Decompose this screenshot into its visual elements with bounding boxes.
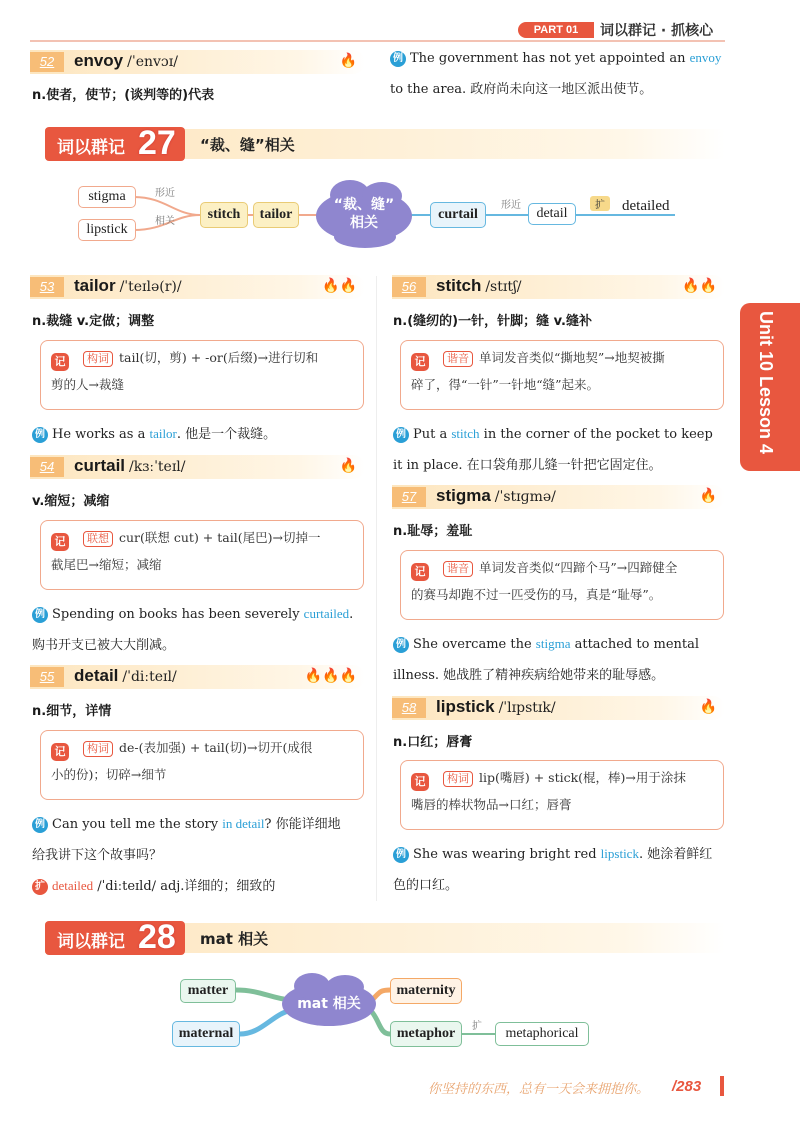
node-tailor: tailor (253, 202, 299, 228)
node-detailed: detailed (622, 198, 670, 214)
memory-icon: 记 (51, 533, 69, 551)
word-ipa: /ˈenvɔɪ/ (127, 54, 178, 70)
group-number: 27 (138, 124, 176, 162)
memory-box: 记 联想 cur(联想 cut) + tail(尾巴)→切掉一 截尾巴→缩短；减缩 (40, 520, 364, 590)
extension-icon: 扩 (32, 879, 48, 895)
group-tag: 词以群记 (45, 127, 185, 161)
word-definition: n.(缝纫的)一针，针脚；缝 v.缝补 (393, 314, 592, 329)
relation-label: 形近 (155, 188, 175, 199)
memory-box: 记 构词 de-(表加强) + tail(切)→切开(成很 小的份)；切碎→细节 (40, 730, 364, 800)
part-badge: PART 01 (518, 22, 594, 38)
word-number: 52 (30, 52, 64, 72)
group-banner-27 (45, 124, 725, 162)
group-title: mat 相关 (200, 930, 269, 948)
example-sentence: 例 Spending on books has been severely curtailed. 购书开支已被大大削减。 (32, 606, 354, 653)
memory-tag: 联想 (83, 531, 113, 547)
page-number: /283 (672, 1078, 702, 1095)
word-number: 54 (30, 457, 64, 477)
side-tab-text: Unit 10 Lesson 4 (756, 311, 776, 455)
word-definition: n.耻辱；羞耻 (393, 524, 473, 539)
memory-box: 记 谐音 单词发音类似“四蹄个马”→四蹄健全 的赛马却跑不过一匹受伤的马，真是“耻辱”。 (400, 550, 724, 620)
memory-icon: 记 (51, 353, 69, 371)
memory-tag: 谐音 (443, 351, 473, 367)
memory-icon: 记 (411, 773, 429, 791)
memory-tag: 构词 (443, 771, 473, 787)
word-ipa: /kɜːˈteɪl/ (129, 459, 186, 475)
word-headword: envoy /ˈenvɔɪ/ (74, 51, 178, 70)
page-header-title: 词以群记 · 抓核心 (600, 23, 714, 39)
node-detail: detail (528, 203, 576, 225)
node-maternity: maternity (390, 978, 462, 1004)
node-stitch: stitch (200, 202, 248, 228)
relation-label: 形近 (501, 200, 521, 211)
example-icon: 例 (390, 51, 406, 67)
topic-cloud-text: “裁、缝” 相关 (333, 197, 395, 231)
group-title: “裁、缝”相关 (200, 136, 295, 154)
node-metaphorical: metaphorical (495, 1022, 589, 1046)
memory-icon: 记 (411, 353, 429, 371)
word-definition: n.细节，详情 (32, 704, 112, 719)
word-ipa: /stɪtʃ/ (485, 279, 522, 295)
node-maternal: maternal (172, 1021, 240, 1047)
memory-icon: 记 (51, 743, 69, 761)
node-curtail: curtail (430, 202, 486, 228)
example-sentence: 例 She overcame the stigma attached to mental illness. 她战胜了精神疾病给她带来的耻辱感。 (393, 636, 700, 683)
word-definition: v.缩短；减缩 (32, 494, 110, 509)
frequency-flame-icon: 🔥 (339, 458, 357, 474)
word-bar-envoy (30, 50, 365, 74)
example-icon: 例 (32, 427, 48, 443)
memory-tag: 构词 (83, 741, 113, 757)
word-definition: n.口红；唇膏 (393, 735, 473, 750)
word-number: 57 (392, 487, 426, 507)
word-headword: stigma /ˈstɪɡmə/ (436, 486, 556, 505)
word-definition: n.使者，使节；(谈判等的)代表 (32, 88, 215, 103)
word-number: 53 (30, 277, 64, 297)
word-number: 55 (30, 667, 64, 687)
word-number: 56 (392, 277, 426, 297)
example-icon: 例 (393, 427, 409, 443)
frequency-flame-icon: 🔥 (699, 488, 717, 504)
word-bar-stitch (392, 275, 725, 299)
node-matter: matter (180, 979, 236, 1003)
example-sentence: 例 He works as a tailor. 他是一个裁缝。 (32, 418, 367, 450)
example-icon: 例 (32, 607, 48, 623)
memory-icon: 记 (411, 563, 429, 581)
example-icon: 例 (393, 847, 409, 863)
memory-box: 记 构词 tail(切，剪) + -or(后缀)→进行切和 剪的人→裁缝 (40, 340, 364, 410)
example-sentence: 例 She was wearing bright red lipstick. 她涂着鲜红 色的口红。 (393, 846, 713, 893)
frequency-flame-icon: 🔥🔥 (682, 278, 717, 294)
footer-quote: 你坚持的东西，总有一天会来拥抱你。 (428, 1082, 650, 1097)
word-headword: detail /ˈdiːteɪl/ (74, 666, 177, 685)
word-headword: curtail /kɜːˈteɪl/ (74, 456, 186, 475)
word-bar-curtail (30, 455, 365, 479)
word-bar-tailor (30, 275, 365, 299)
frequency-flame-icon: 🔥🔥 (322, 278, 357, 294)
example-sentence: 例 Put a stitch in the corner of the pocket to keep it in place. 在口袋角那儿缝一针把它固定住。 (393, 426, 713, 473)
example-sentence: 例 The government has not yet appointed an envoy to the area. 政府尚未向这一地区派出使节。 (390, 50, 722, 97)
word-ipa: /ˈlɪpstɪk/ (498, 700, 556, 716)
footer-accent-bar (720, 1076, 724, 1096)
topic-cloud-text: mat 相关 (297, 996, 361, 1012)
word-number: 58 (392, 698, 426, 718)
memory-box: 记 构词 lip(嘴唇) + stick(棍，棒)→用于涂抹 嘴唇的棒状物品→口红；唇膏 (400, 760, 724, 830)
memory-box: 记 谐音 单词发音类似“撕地契”→地契被撕 碎了，得“一针”一针地“缝”起来。 (400, 340, 724, 410)
memory-tag: 构词 (83, 351, 113, 367)
word-ipa: /ˈdiːteɪl/ (122, 669, 177, 685)
relation-label: 相关 (155, 216, 175, 227)
frequency-flame-icon: 🔥 (339, 53, 357, 69)
frequency-flame-icon: 🔥🔥🔥 (304, 668, 357, 684)
extension-entry: 扩 detailed /ˈdiːteɪld/ adj.详细的；细致的 (32, 870, 372, 902)
extension-label: 扩 (590, 196, 610, 211)
word-bar-lipstick (392, 696, 725, 720)
example-icon: 例 (393, 637, 409, 653)
node-lipstick: lipstick (78, 219, 136, 241)
word-definition: n.裁缝 v.定做；调整 (32, 314, 155, 329)
example-icon: 例 (32, 817, 48, 833)
word-headword: lipstick /ˈlɪpstɪk/ (436, 697, 556, 716)
word-headword: stitch /stɪtʃ/ (436, 276, 522, 295)
word-bar-detail (30, 665, 365, 689)
column-divider (376, 276, 377, 901)
node-stigma: stigma (78, 186, 136, 208)
frequency-flame-icon: 🔥 (699, 699, 717, 715)
example-sentence: 例 Can you tell me the story in detail? 你能详细地 给我讲下这个故事吗？ (32, 816, 341, 863)
word-headword: tailor /ˈteɪlə(r)/ (74, 276, 182, 295)
group-banner-28 (45, 918, 725, 956)
extension-label: 扩 (472, 1021, 482, 1032)
word-bar-stigma (392, 485, 725, 509)
group-tag: 词以群记 (45, 921, 185, 955)
node-metaphor: metaphor (390, 1021, 462, 1047)
word-ipa: /ˈteɪlə(r)/ (119, 279, 182, 295)
memory-tag: 谐音 (443, 561, 473, 577)
word-ipa: /ˈstɪɡmə/ (494, 489, 556, 505)
group-number: 28 (138, 918, 176, 956)
unit-side-tab (740, 303, 800, 471)
